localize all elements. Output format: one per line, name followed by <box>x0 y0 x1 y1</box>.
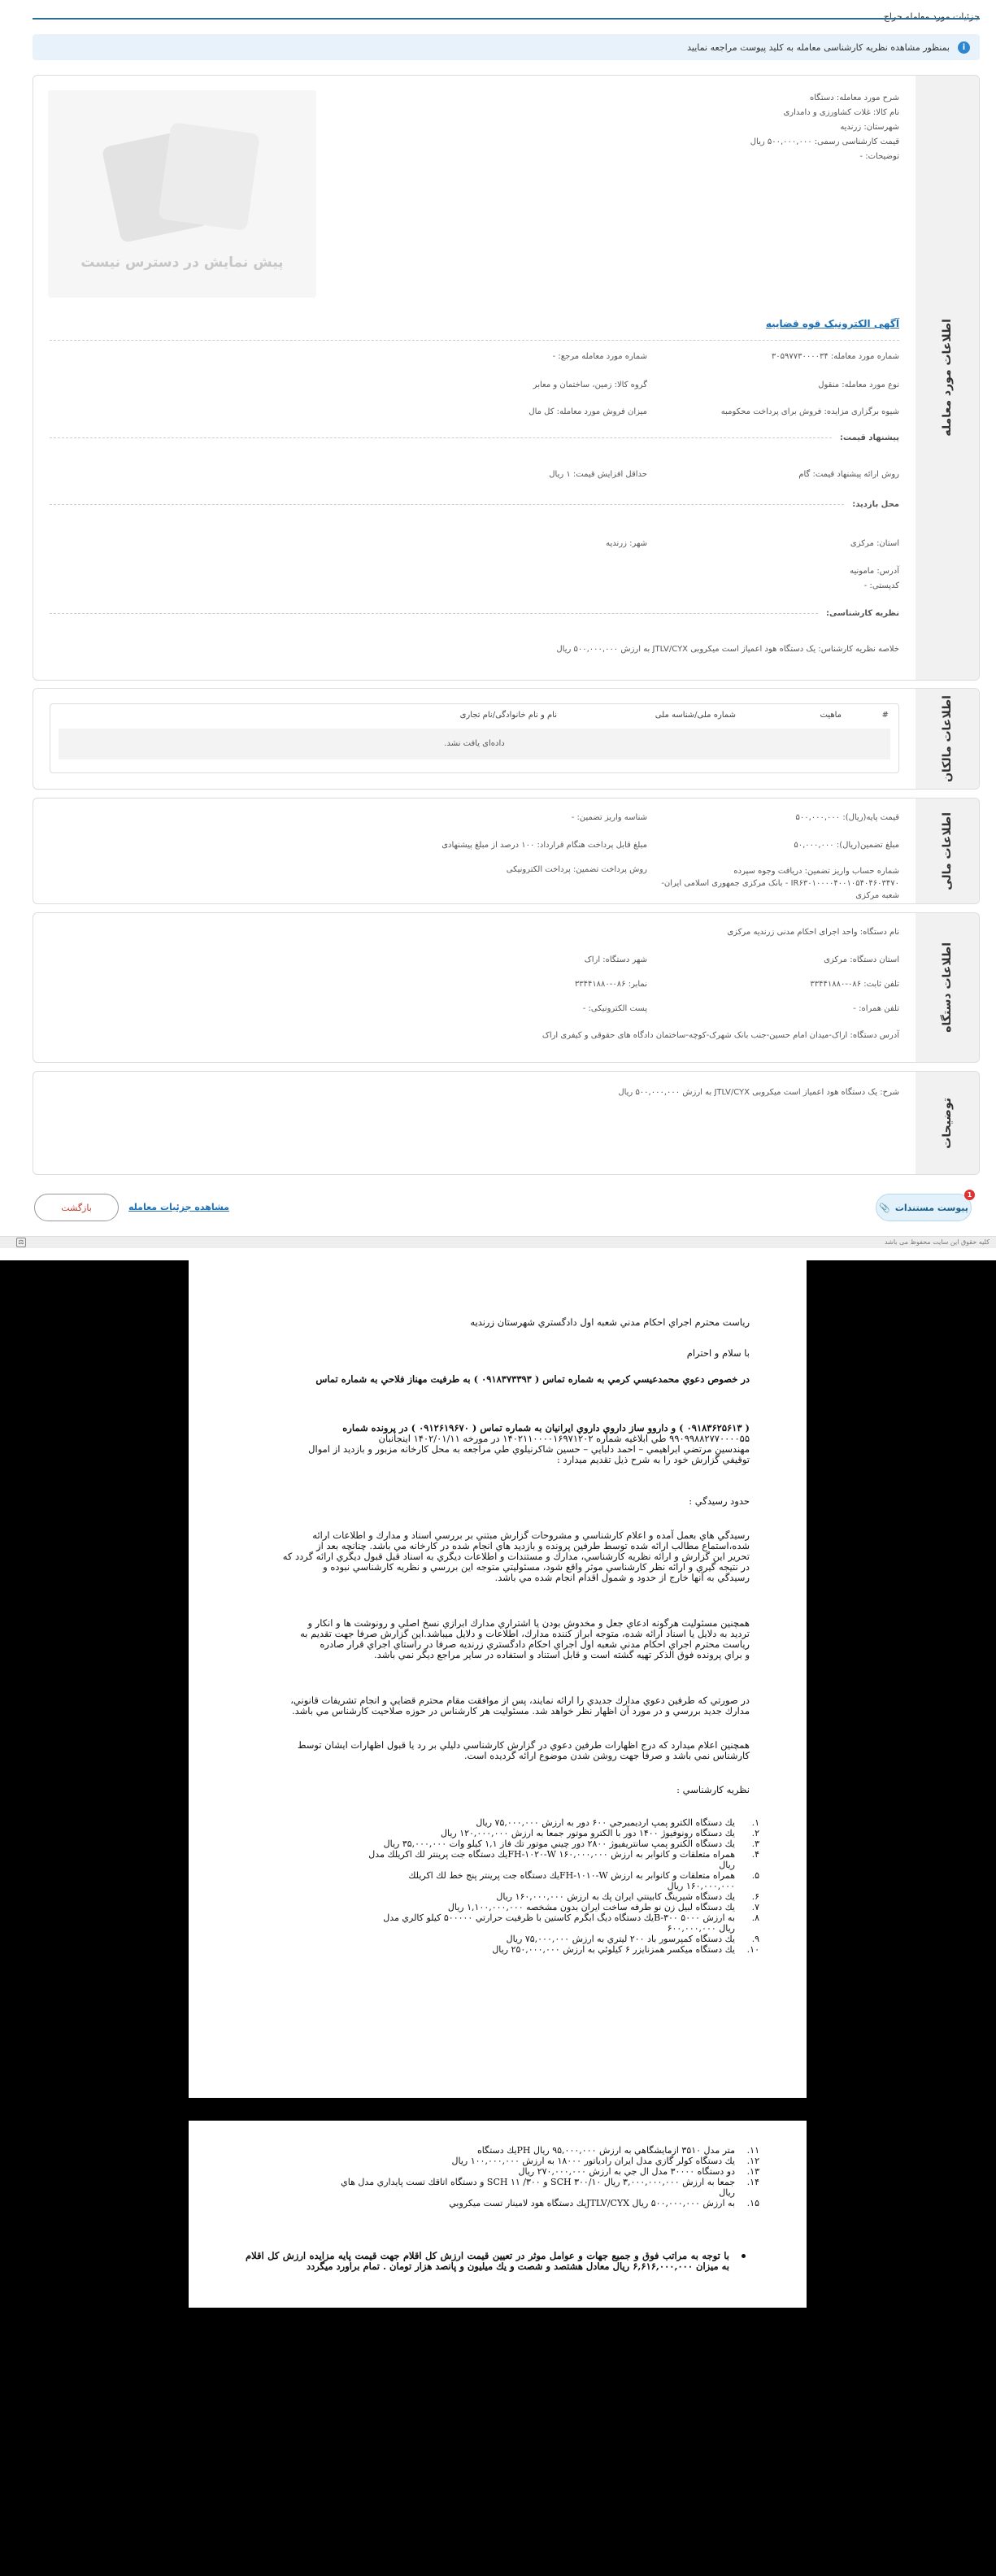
doc-list-number: ۶. <box>751 1891 759 1902</box>
doc-summary: با توجه به مراتب فوق و جميع جهات و عوامل موثر در تعيين قيمت ارزش كل اقلام جهت قيمت پايه مزايده ارزش كل اقلام به ميزان ۶,۶۱۶,۰۰۰,۰۰۰ ريال معادل هشتصد و شصت و يك ميليون و پانصد هزار تومان . تمام براورد ميگردد <box>246 2250 729 2272</box>
doc-line: همچنين اعلام ميدارد كه درج اظهارات طرفين دعوي در گزارش كارشناسي دليلي بر رد يا قبول اظهارات ايشان توسط <box>297 1739 750 1751</box>
doc-list-item <box>254 2187 759 2198</box>
expert-heading: نظریه کارشناسی: <box>50 609 899 618</box>
doc-list-number: ۱۲. <box>746 2156 759 2166</box>
doc-list-item <box>254 1870 759 1881</box>
unit-address: آدرس دستگاه: اراک-میدان امام حسین-جنب بانک شهرک-کوچه-ساختمان دادگاه های حقوقی و کیفری اراک <box>541 1031 899 1040</box>
min-step: حداقل افزایش قیمت: ۱ ریال <box>549 470 647 479</box>
expert-summary: خلاصه نظریه کارشناس: یک دستگاه هود اعمیاز است میکروبی JTLV/CYX به ارزش ۵۰۰,۰۰۰,۰۰۰ ریال <box>556 645 899 654</box>
attachments-button[interactable]: پیوست مستندات 📎 1 <box>876 1194 972 1221</box>
doc-line: ترديد به دلايل يا اسناد ارائه شده، متوجه ابراز كننده مدارك، اطلاعات و دلايل ميباشد.اين گزارش صرفا جهت تقديم به <box>300 1628 750 1639</box>
visit-province: استان: مرکزی <box>850 539 899 548</box>
notice-text: بمنظور مشاهده نظریه کارشناسی معامله به کلید پیوست مراجعه نمایید <box>687 41 950 53</box>
unit-phone: تلفن ثابت: ۰۸۶-۳۳۴۴۱۸۸۰ <box>810 980 899 989</box>
desc-line-3: شهرستان: زرندیه <box>840 123 899 132</box>
details-link[interactable]: مشاهده جزئیات معامله <box>128 1202 229 1212</box>
divider <box>50 340 899 341</box>
doc-list-number: ۹. <box>751 1934 759 1944</box>
doc-line: حدود رسيدگي : <box>689 1495 750 1507</box>
desc-line-5: توضیحات: - <box>859 152 899 161</box>
doc-line: تحرير اين گزارش و ارائه نظريه كارشناسي، مدارك و مستندات و اطلاعات ديگري به اسناد قبل قبول ديگري ارائه گردد كه <box>282 1551 750 1562</box>
unit-fax: نمابر: ۰۸۶-۳۳۴۴۱۸۸۰ <box>574 980 647 989</box>
doc-line: رياست محترم اجراي احكام مدني شعبه اول اجراي احكام دادگستري زرنديه صرفا در راستاي اجراي قرار صادره <box>320 1638 750 1650</box>
visit-city: شهر: زرندیه <box>606 539 647 548</box>
doc-list-number: ۲. <box>751 1828 759 1838</box>
unit-email: پست الکترونیکی: - <box>582 1004 647 1013</box>
desc-line-4: قیمت کارشناسی رسمی: ۵۰۰,۰۰۰,۰۰۰ ریال <box>750 137 899 146</box>
doc-list-item <box>254 2145 759 2156</box>
doc-list-text: همراه متعلقات و كانوابر به ارزش ۱۶۰,۰۰۰,۰۰۰ FH-۱۰۲۰-Wيك دستگاه جت پرينتر لك اكريلك مدل <box>368 1849 735 1860</box>
notes-text: شرح: یک دستگاه هود اعمیاز است میکروبی JTLV/CYX به ارزش ۵۰۰,۰۰۰,۰۰۰ ریال <box>618 1088 899 1097</box>
item-number: شماره مورد معامله: ۳۰۵۹۷۷۳۰۰۰۰۳۴ <box>771 352 899 361</box>
property-section-header: اطلاعات مورد معامله <box>916 76 979 680</box>
doc-list-text: ۱۶۰,۰۰۰,۰۰۰ ريال <box>667 1881 735 1891</box>
offer-heading: پیشنهاد قیمت: <box>50 433 899 442</box>
doc-list-text: همراه متعلقات و كانوابر به ارزش FH-۱۰۱۰-Wيك دستگاه جت پرينتر پنج خط لك اكريلك <box>408 1870 735 1881</box>
doc-list-item <box>254 1923 759 1934</box>
unit-section-header: اطلاعات دستگاه <box>916 913 979 1062</box>
page-title: جزئیات مورد معامله حراج <box>883 11 980 22</box>
owners-section <box>33 688 980 790</box>
visit-heading: محل بازدید: <box>50 500 899 509</box>
doc-list-number: ۳. <box>751 1838 759 1849</box>
deposit-amount: مبلغ تضمین(ریال): ۵۰,۰۰۰,۰۰۰ <box>794 841 899 850</box>
unit-mobile: تلفن همراه: - <box>853 1004 899 1013</box>
payment-method: روش پرداخت تضمین: پرداخت الکترونیکی <box>506 865 647 874</box>
doc-list-text: يك دستگاه لبيل زن نو طرفه ساخت ايران بدون مشخصه ۱,۱۰۰,۰۰۰,۰۰۰ ريال <box>447 1902 735 1912</box>
owners-section-header: اطلاعات مالکان <box>916 689 979 789</box>
footer <box>0 1236 996 1248</box>
unit-province: استان دستگاه: مرکزی <box>824 955 899 964</box>
doc-list-item <box>254 1849 759 1860</box>
doc-list-item <box>254 1902 759 1912</box>
doc-line: در خصوص دعوي محمدعيسي كرمي به شماره تماس ( ۰۹۱۸۳۷۳۳۹۳ ) به طرفيت مهناز فلاحي به شماره تماس <box>315 1373 750 1385</box>
doc-list-text: ريال <box>719 1860 735 1870</box>
doc-list-number: ۵. <box>751 1870 759 1881</box>
doc-list-item <box>254 1838 759 1849</box>
desc-line-2: نام کالا: غلات کشاورزی و دامداری <box>783 108 899 117</box>
paperclip-icon: 📎 <box>879 1202 890 1213</box>
gavel-icon <box>101 121 263 243</box>
auction-method: شیوه برگزاری مزایده: فروش برای پرداخت محکومبه <box>720 407 899 416</box>
document-page-2 <box>189 2121 807 2308</box>
doc-list-number: ۱۴. <box>746 2177 759 2187</box>
deposit-account: شماره حساب واریز تضمین: دریافت وجوه سپرده IR۶۳۰۱۰۰۰۰۴۰۰۱۰۵۴۰۴۶۰۳۴۷۰ - بانک مرکزی جمهوری اسلامی ایران- شعبه مرکزی <box>661 867 899 900</box>
doc-list-item <box>254 2177 759 2187</box>
doc-line: ( ۰۹۱۸۳۶۲۵۶۱۳ ) و داروو ساز داروي داروي ايرانيان به شماره تماس ( ۰۹۱۲۶۱۹۶۷۰ ) در پرونده شماره <box>342 1422 750 1434</box>
doc-list-text: يك دستگاه كمپرسور باد ۲۰۰ ليتري به ارزش ۷۵,۰۰۰,۰۰۰ ريال <box>506 1934 735 1944</box>
doc-list-number: ۴. <box>751 1849 759 1860</box>
image-placeholder-text: پیش نمایش در دسترس نیست <box>80 255 284 271</box>
doc-list-text: به ارزش ۵۰۰۰ B-۳۰۰يك دستگاه ديگ ابگرم كاستين با ظرفيت حرارتي ۵۰۰۰۰۰ كيلو كالري مدل <box>383 1912 735 1923</box>
doc-line: همچنين مسئوليت هرگونه ادعاي جعل و مخدوش بودن يا اشتراري مدارك ابرازي نسخ اصلي و رونوشت ها و انكار و <box>307 1617 750 1629</box>
financial-section <box>33 798 980 904</box>
guarantee-id: شناسه واریز تضمین: - <box>571 813 647 822</box>
doc-list-item <box>254 1881 759 1891</box>
image-placeholder <box>48 90 316 298</box>
doc-list-item <box>254 2156 759 2166</box>
attachment-count-badge: 1 <box>964 1190 975 1200</box>
visit-address: آدرس: مامونیه <box>850 567 899 576</box>
bullet <box>742 2254 746 2258</box>
base-price: قیمت پایه(ریال): ۵۰۰,۰۰۰,۰۰۰ <box>795 813 899 822</box>
ad-link[interactable]: آگهی الکترونیک قوه قضاییه <box>765 318 899 329</box>
item-type: نوع مورد معامله: منقول <box>818 381 899 389</box>
property-section <box>33 75 980 681</box>
doc-line: مدارك جديد بررسي و در مورد آن اظهار نظر خواهد شد. مسئوليت هر كارشناس در حوزه صلاحيت كارشناس مي باشد. <box>291 1705 750 1717</box>
doc-list-text: به ارزش ۵۰۰,۰۰۰,۰۰۰ ريال JTLV/CYXيك دستگاه هود لامينار تست ميكروبي <box>449 2198 735 2208</box>
ref-number: شماره مورد معامله مرجع: - <box>552 352 647 361</box>
doc-list-item <box>254 1944 759 1955</box>
doc-list-number: ۷. <box>751 1902 759 1912</box>
financial-section-header: اطلاعات مالی <box>916 798 979 903</box>
notice-bar <box>33 34 980 60</box>
unit-city: شهر دستگاه: اراک <box>584 955 647 964</box>
owners-table <box>50 703 899 773</box>
document-page-1 <box>189 1260 807 2098</box>
col-nature: ماهیت <box>820 711 842 720</box>
doc-list-item <box>254 1860 759 1870</box>
notes-section-header: توضیحات <box>916 1072 979 1174</box>
empty-row: داده‌ای یافت نشد. <box>59 729 890 759</box>
doc-line: مهندسين مرتضي ابراهيمي – احمد دلبايي – حسين شاكرنيلوي طي مراجعه به محل كارخانه مزبور و بازديد از اموال <box>308 1443 750 1455</box>
doc-line: كارشناس نمي باشد و صرفا جهت روشن شدن موضوع ارائه گرديده است. <box>463 1750 750 1761</box>
doc-list-number: ۱۱. <box>746 2145 759 2156</box>
doc-list-item <box>254 1934 759 1944</box>
doc-list-item <box>254 1817 759 1828</box>
title-divider <box>33 18 980 20</box>
doc-list-text: يك دستگاه رونوفيوژ ۱۴۰۰ دور با الكترو موتور جمعا به ارزش ۱۲۰,۰۰۰,۰۰۰ ريال <box>440 1828 735 1838</box>
doc-line: شده،استماع مطالب ارائه شده توسط طرفين پرونده و بازديد هاي انجام شده در كارخانه مي باشد. چنانچه بعد از <box>316 1540 750 1551</box>
doc-list-text: دو دستگاه ۳۰۰۰۰ مدل ال جي به ارزش ۲۷۰,۰۰۰,۰۰۰ ريال <box>518 2166 735 2177</box>
doc-list-item <box>254 1891 759 1902</box>
col-index: # <box>881 711 889 720</box>
doc-list-text: ريال ۶۰۰,۰۰۰,۰۰۰ <box>667 1923 735 1934</box>
unit-section <box>33 912 980 1063</box>
doc-line: در صورتي كه طرفين دعوي مدارك جديدي را ارائه نمايند، پس از موافقت مقام محترم قضايي و انجام تشريفات قانوني، <box>290 1695 750 1706</box>
sale-amount: میزان فروش مورد معامله: کل مال <box>528 407 647 416</box>
doc-line: و براي پرونده فوق الذكر تهيه گشته است و قابل استناد و استفاده در ساير مراجع ديگر نمي باشد. <box>374 1649 750 1660</box>
doc-list-text: يك دستگاه شيرينگ كابينتي ايران پك به ارزش ۱۶۰,۰۰۰,۰۰۰ ريال <box>496 1891 735 1902</box>
emblem-icon: ⚖ <box>16 1238 26 1247</box>
doc-list-text: يك دستگاه كولر گازي مدل ايران رادياتور ۱۸۰۰۰ به ارزش ۱۰۰,۰۰۰,۰۰۰ ريال <box>451 2156 735 2166</box>
doc-line: نظريه كارشناسي : <box>676 1784 750 1795</box>
doc-line: با سلام و احترام <box>686 1347 750 1359</box>
doc-list-number: ۸. <box>751 1912 759 1923</box>
col-national-id: شماره ملی/شناسه ملی <box>655 711 736 720</box>
doc-line: رسيدگي به آنها خارج از حدود و شمول اقدام انجام شده مي باشد. <box>494 1572 750 1583</box>
notes-section <box>33 1071 980 1175</box>
doc-line: رياست محترم اجراي احكام مدني شعبه اول دادگستري شهرستان زرنديه <box>470 1316 750 1328</box>
doc-line: رسيدگي هاي بعمل آمده و اعلام كارشناسي و مشروحات گزارش مبتني بر بررسي اسناد و مدارك و اطلاعات ارائه <box>312 1530 750 1541</box>
doc-list-item <box>254 2166 759 2177</box>
doc-list-number: ۱. <box>751 1817 759 1828</box>
desc-line-1: شرح مورد معامله: دستگاه <box>810 94 899 102</box>
doc-list-number: ۱۳. <box>746 2166 759 2177</box>
doc-list-item <box>254 1828 759 1838</box>
doc-list-text: يك دستگاه الكترو پمپ ارديمبرجي ۶۰۰ دور به ارزش ۷۵,۰۰۰,۰۰۰ ريال <box>476 1817 735 1828</box>
item-group: گروه کالا: زمین، ساختمان و معابر <box>533 381 647 389</box>
info-icon: i <box>958 41 970 54</box>
doc-list-text: جمعا به ارزش ۳,۰۰۰,۰۰۰,۰۰۰ ريال SCH ۳۰۰/۱۰ و ۳۰۰/ ۱۱ SCH و دستگاه اتاقك تست پايداري مدل هاي <box>341 2177 735 2187</box>
back-button[interactable]: بازگشت <box>34 1194 119 1221</box>
offer-method: روش ارائه پیشنهاد قیمت: گام <box>798 470 899 479</box>
doc-list-item <box>254 2198 759 2208</box>
doc-list-number: ۱۰. <box>746 1944 759 1955</box>
col-name: نام و نام خانوادگی/نام تجاری <box>459 711 557 720</box>
doc-list-text: متر مدل ۳۵۱۰ ازمايشگاهي به ارزش ۹۵,۰۰۰,۰۰۰ ريال PHيك دستگاه <box>477 2145 735 2156</box>
visit-postal: کدپستی: - <box>863 581 899 590</box>
doc-list-text: يك دستگاه الكترو پمپ سانتريفيوژ ۲۸۰۰ دور چيني موتور تك فاز ۱,۱ كيلو وات ۳۵,۰۰۰,۰۰۰ ريال <box>383 1838 735 1849</box>
document-viewer[interactable] <box>0 1260 996 2576</box>
unit-name: نام دستگاه: واحد اجرای احکام مدنی زرندیه مرکزی <box>727 928 899 937</box>
doc-line: در نتيجه گيري و ارائه نظر كارشناسي موثر واقع شود، مسئوليتي متوجه اين بررسي و نظريه كارشناسي نبوده و <box>323 1561 750 1573</box>
doc-line: توقيفي گزارش خود را به شرح ذيل تقديم ميدارد : <box>556 1454 750 1465</box>
doc-list-text: يك دستگاه ميكسر همزنايزر ۶ كيلوئي به ارزش ۲۵۰,۰۰۰,۰۰۰ ريال <box>492 1944 735 1955</box>
footer-text: کلیه حقوق این سایت محفوظ می باشد <box>884 1238 989 1246</box>
doc-list-number: ۱۵. <box>746 2198 759 2208</box>
doc-list-text: ريال <box>719 2187 735 2198</box>
doc-line: ۹۹۰۹۹۸۸۲۷۷۰۰۰۰۵۵ طي ابلاغيه شماره ۱۴۰۲۱۱۰۰۰۰۱۶۹۷۱۲۰۲ در مورخه ۱۴۰۲/۰۱/۱۱ اينجانبان <box>378 1433 750 1444</box>
contract-payment: مبلغ قابل پرداخت هنگام قرارداد: ۱۰۰ درصد از مبلغ پیشنهادی <box>441 841 647 850</box>
doc-list-item <box>254 1912 759 1923</box>
